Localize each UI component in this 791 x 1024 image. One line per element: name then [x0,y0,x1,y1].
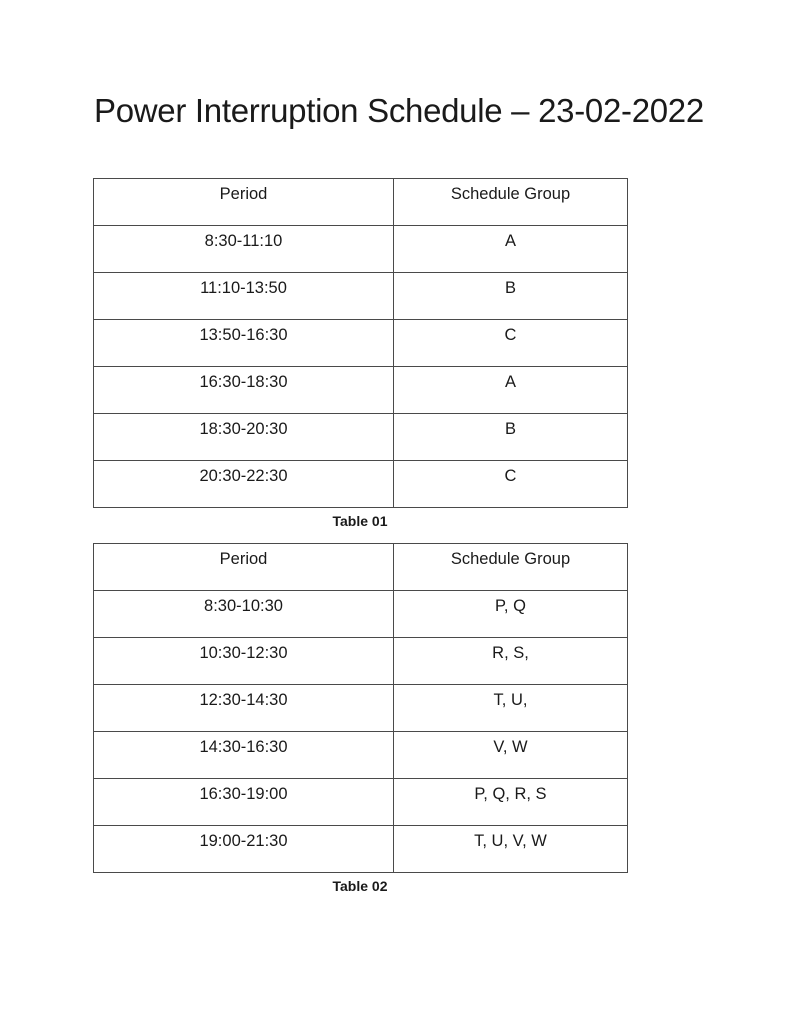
group-cell: T, U, V, W [394,826,628,873]
table-caption-02: Table 02 [332,878,388,894]
group-cell: P, Q [394,591,628,638]
group-cell: T, U, [394,685,628,732]
period-cell: 11:10-13:50 [94,273,394,320]
period-cell: 18:30-20:30 [94,414,394,461]
group-cell: P, Q, R, S [394,779,628,826]
period-cell: 12:30-14:30 [94,685,394,732]
group-cell: C [394,461,628,508]
table-caption-01: Table 01 [332,513,388,529]
group-cell: A [394,367,628,414]
table-header-row [94,179,628,226]
table-row [94,414,628,461]
table-row [94,226,628,273]
group-cell: C [394,320,628,367]
table-row [94,461,628,508]
group-cell: V, W [394,732,628,779]
period-cell: 16:30-18:30 [94,367,394,414]
table-row [94,591,628,638]
period-cell: 19:00-21:30 [94,826,394,873]
table-row [94,320,628,367]
table-row [94,685,628,732]
group-cell: A [394,226,628,273]
table-row [94,826,628,873]
group-cell: B [394,414,628,461]
period-cell: 8:30-11:10 [94,226,394,273]
period-cell: 8:30-10:30 [94,591,394,638]
group-cell: B [394,273,628,320]
period-cell: 16:30-19:00 [94,779,394,826]
period-cell: 20:30-22:30 [94,461,394,508]
table-row [94,779,628,826]
column-header-schedule-group: Schedule Group [394,179,628,226]
schedule-table-01 [93,178,628,508]
table-header-row [94,544,628,591]
table-row [94,367,628,414]
schedule-table-02 [93,543,628,873]
period-cell: 13:50-16:30 [94,320,394,367]
page-title: Power Interruption Schedule – 23-02-2022 [94,92,704,129]
column-header-period: Period [94,544,394,591]
column-header-schedule-group: Schedule Group [394,544,628,591]
period-cell: 14:30-16:30 [94,732,394,779]
column-header-period: Period [94,179,394,226]
table-row [94,273,628,320]
table-row [94,732,628,779]
table-row [94,638,628,685]
group-cell: R, S, [394,638,628,685]
period-cell: 10:30-12:30 [94,638,394,685]
